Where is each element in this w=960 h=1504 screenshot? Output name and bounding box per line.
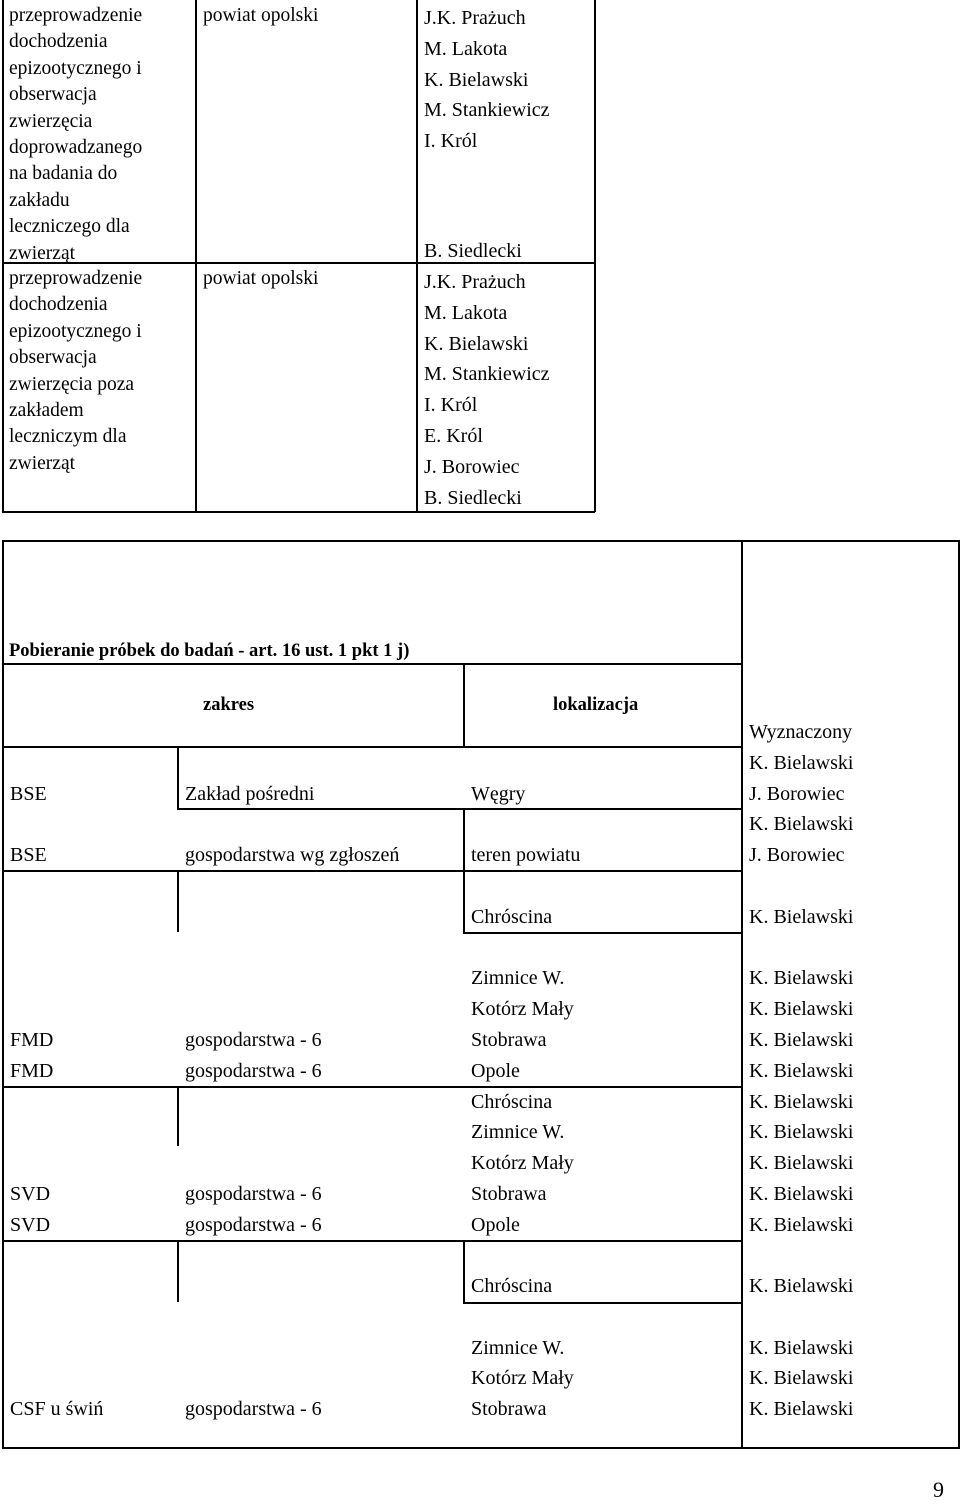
- table-row-scope: gospodarstwa - 6: [185, 1060, 322, 1082]
- table-row-code: BSE: [10, 844, 47, 866]
- column-divider: [463, 664, 465, 747]
- table-row-name: K. Bielawski: [749, 1214, 854, 1236]
- column-divider: [463, 870, 465, 932]
- table-row-scope: gospodarstwa - 6: [185, 1398, 322, 1420]
- column-divider: [177, 746, 179, 808]
- table-row-name: K. Bielawski: [749, 1152, 854, 1174]
- area-cell: powiat opolski: [203, 5, 319, 26]
- table-row-place: Opole: [471, 1214, 520, 1236]
- column-divider: [463, 1240, 465, 1302]
- table-row-name: K. Bielawski: [749, 1275, 854, 1297]
- table-border: [958, 540, 960, 1448]
- table-row-place: Kotórz Mały: [471, 1367, 574, 1389]
- table-row-place: Zimnice W.: [471, 967, 565, 989]
- table-row-name: K. Bielawski: [749, 1367, 854, 1389]
- page-number: 9: [933, 1477, 944, 1502]
- table-row-code: SVD: [10, 1183, 51, 1205]
- people-cell-extra: B. Siedlecki: [424, 240, 522, 262]
- table-row-place: Chróscina: [471, 1275, 553, 1297]
- table-row-code: FMD: [10, 1029, 54, 1051]
- table-row-place: Opole: [471, 1060, 520, 1082]
- row-divider: [2, 746, 742, 748]
- table-row-code: CSF u świń: [10, 1398, 104, 1420]
- table-row-name: K. Bielawski: [749, 1029, 854, 1051]
- row-divider: [463, 1302, 742, 1304]
- table-row-place: Kotórz Mały: [471, 998, 574, 1020]
- table-row-code: FMD: [10, 1060, 54, 1082]
- table-row-place: Stobrawa: [471, 1029, 547, 1051]
- table-row-place: Zimnice W.: [471, 1121, 565, 1143]
- table-row-name: K. Bielawski: [749, 967, 854, 989]
- table-row-scope: gospodarstwa - 6: [185, 1029, 322, 1051]
- column-divider: [177, 1240, 179, 1302]
- task-cell: przeprowadzenie dochodzenia epizootycznego i obserwacja zwierzęcia doprowadzanego na badania do zakładu leczniczego dla zwierząt: [9, 5, 143, 264]
- table-row-scope: gospodarstwa wg zgłoszeń: [185, 844, 400, 866]
- task-cell: przeprowadzenie dochodzenia epizootycznego i obserwacja zwierzęcia poza zakładem leczniczym dla zwierząt: [9, 268, 143, 474]
- table-row-name: K. Bielawski: [749, 906, 854, 928]
- table-row-name: K. Bielawski: [749, 1183, 854, 1205]
- table-row-name: K. Bielawski: [749, 1060, 854, 1082]
- table-border: [2, 1447, 960, 1449]
- table-border: [594, 0, 596, 512]
- people-cell: J.K. Prażuch M. Lakota K. Bielawski M. Stankiewicz I. Król: [424, 7, 550, 153]
- header-zakres: zakres: [203, 695, 255, 715]
- table-border: [2, 540, 960, 542]
- table-row-place: Chróscina: [471, 1091, 553, 1113]
- header-wyznaczony: Wyznaczony: [749, 721, 853, 743]
- table-row-name: J. Borowiec: [749, 844, 845, 866]
- table-row-place: Stobrawa: [471, 1398, 547, 1420]
- table-row-place: Kotórz Mały: [471, 1152, 574, 1174]
- column-divider: [177, 1086, 179, 1146]
- table-row-name: J. Borowiec: [749, 783, 845, 805]
- table-border: [416, 0, 418, 512]
- table-row-name: K. Bielawski: [749, 1337, 854, 1359]
- table-row-place: Węgry: [471, 783, 526, 805]
- table-row-place: Stobrawa: [471, 1183, 547, 1205]
- table-row-code: BSE: [10, 783, 47, 805]
- table-row-name: K. Bielawski: [749, 813, 854, 835]
- table-row-name: K. Bielawski: [749, 1121, 854, 1143]
- table-row-place: Chróscina: [471, 906, 553, 928]
- table-border: [2, 540, 4, 1448]
- header-lokalizacja: lokalizacja: [553, 695, 639, 715]
- table-row-name: K. Bielawski: [749, 1091, 854, 1113]
- column-divider: [177, 870, 179, 932]
- section-title: Pobieranie próbek do badań - art. 16 ust. 1 pkt 1 j): [9, 641, 410, 661]
- table-border: [2, 0, 4, 512]
- table-row-scope: Zakład pośredni: [185, 783, 315, 805]
- table-row-scope: gospodarstwa - 6: [185, 1183, 322, 1205]
- table-row-place: Zimnice W.: [471, 1337, 565, 1359]
- table-row-name: K. Bielawski: [749, 998, 854, 1020]
- table-row-place: teren powiatu: [471, 844, 581, 866]
- table-row-code: SVD: [10, 1214, 51, 1236]
- column-divider: [463, 808, 465, 870]
- table-row-scope: gospodarstwa - 6: [185, 1214, 322, 1236]
- table-row-name: K. Bielawski: [749, 1398, 854, 1420]
- table-row-name: K. Bielawski: [749, 752, 854, 774]
- people-cell: J.K. Prażuch M. Lakota K. Bielawski M. Stankiewicz I. Król E. Król J. Borowiec B. Siedlecki: [424, 271, 550, 509]
- table-border: [195, 0, 197, 512]
- row-divider: [2, 1086, 742, 1088]
- area-cell: powiat opolski: [203, 268, 319, 289]
- column-divider: [741, 540, 743, 1448]
- row-divider: [2, 1240, 742, 1242]
